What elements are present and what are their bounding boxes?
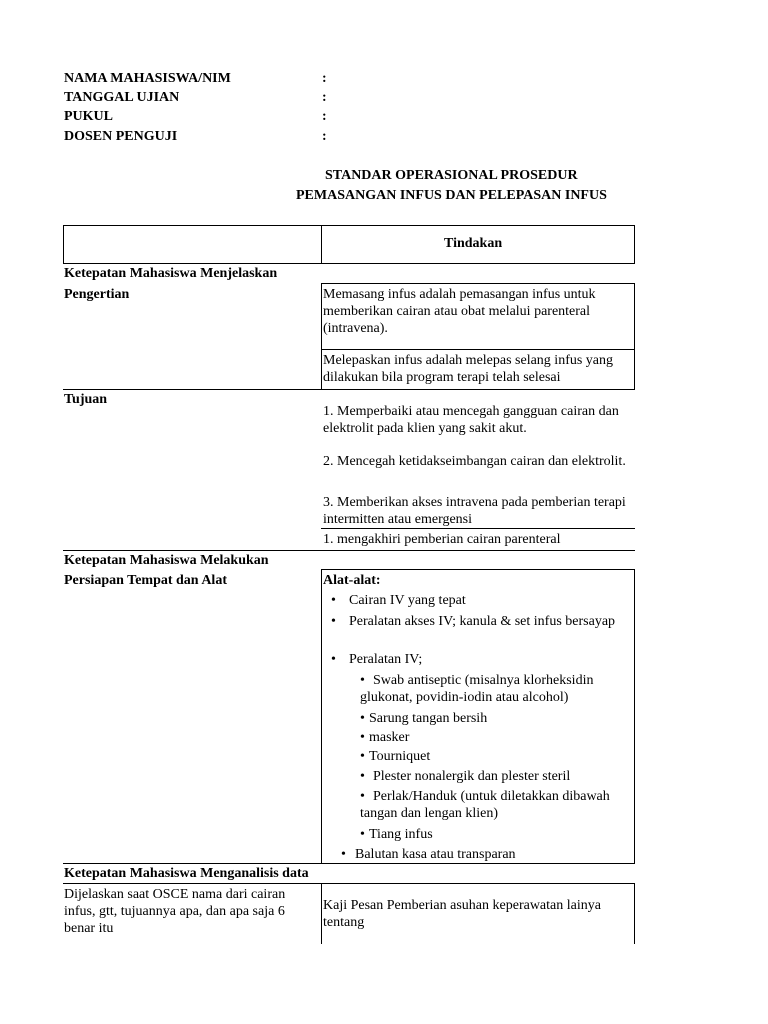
field-sep-dosen: :	[322, 129, 327, 144]
bullet-icon: •	[341, 847, 346, 862]
section-heading-menjelaskan: Ketepatan Mahasiswa Menjelaskan	[64, 266, 278, 281]
alat-subitem-masker: masker	[369, 730, 410, 745]
alat-item-balutan: Balutan kasa atau transparan	[355, 847, 516, 862]
pengertian-memasang-text: Memasang infus adalah pemasangan infus untuk memberikan cairan atau obat melalui parenteral (intravena).	[323, 287, 596, 336]
document-title-line2: PEMASANGAN INFUS DAN PELEPASAN INFUS	[296, 188, 607, 203]
section-heading-menganalisis: Ketepatan Mahasiswa Menganalisis data	[64, 866, 309, 881]
pengertian-melepaskan-text: Melepaskan infus adalah melepas selang infus yang dilakukan bila program terapi telah selesai	[323, 353, 614, 385]
bullet-icon: •	[360, 769, 365, 784]
tujuan-item-4: 1. mengakhiri pemberian cairan parenteral	[323, 532, 561, 547]
field-sep-pukul: :	[322, 109, 327, 124]
field-label-tanggal: TANGGAL UJIAN	[64, 90, 180, 105]
alat-subitem-tourniquet: Tourniquet	[369, 749, 431, 764]
field-label-pukul: PUKUL	[64, 109, 113, 124]
field-label-dosen: DOSEN PENGUJI	[64, 129, 178, 144]
bullet-icon: •	[331, 593, 336, 608]
row-label-pengertian: Pengertian	[64, 287, 130, 302]
tujuan-item-1: 1. Memperbaiki atau mencegah gangguan cairan dan elektrolit pada klien yang sakit akut.	[323, 404, 619, 436]
field-sep-tanggal: :	[322, 90, 327, 105]
bullet-icon: •	[360, 749, 365, 764]
section-heading-melakukan: Ketepatan Mahasiswa Melakukan	[64, 553, 269, 568]
bullet-icon: •	[360, 673, 365, 688]
alat-subitem-perlak: Perlak/Handuk (untuk diletakkan dibawah tangan dan lengan klien)	[360, 789, 610, 821]
analisis-left-text: Dijelaskan saat OSCE nama dari cairan infus, gtt, tujuannya apa, dan apa saja 6 benar itu	[64, 887, 286, 936]
alat-heading: Alat-alat:	[323, 573, 381, 588]
alat-subitem-sarung: Sarung tangan bersih	[369, 711, 488, 726]
document-title-line1: STANDAR OPERASIONAL PROSEDUR	[325, 168, 578, 183]
analisis-right-text: Kaji Pesan Pemberian asuhan keperawatan lainya tentang	[323, 898, 601, 930]
bullet-icon: •	[331, 652, 336, 667]
table-header-tindakan: Tindakan	[444, 236, 503, 251]
alat-item-cairan: Cairan IV yang tepat	[349, 593, 466, 608]
field-sep-nama: :	[322, 71, 327, 86]
bullet-icon: •	[360, 711, 365, 726]
row-label-persiapan: Persiapan Tempat dan Alat	[64, 573, 227, 588]
bullet-icon: •	[360, 789, 365, 804]
tujuan-item-2: 2. Mencegah ketidakseimbangan cairan dan elektrolit.	[323, 454, 626, 469]
bullet-icon: •	[331, 614, 336, 629]
alat-item-peralatan-iv: Peralatan IV;	[349, 652, 423, 667]
bullet-icon: •	[360, 730, 365, 745]
alat-subitem-swab: Swab antiseptic (misalnya klorheksidin glukonat, povidin-iodin atau alcohol)	[360, 673, 594, 705]
alat-subitem-tiang: Tiang infus	[369, 827, 433, 842]
row-label-tujuan: Tujuan	[64, 392, 108, 407]
bullet-icon: •	[360, 827, 365, 842]
alat-subitem-plester: Plester nonalergik dan plester steril	[373, 769, 571, 784]
alat-item-akses: Peralatan akses IV; kanula & set infus bersayap	[349, 614, 616, 629]
field-label-nama: NAMA MAHASISWA/NIM	[64, 71, 231, 86]
tujuan-item-3: 3. Memberikan akses intravena pada pemberian terapi intermitten atau emergensi	[323, 495, 626, 527]
